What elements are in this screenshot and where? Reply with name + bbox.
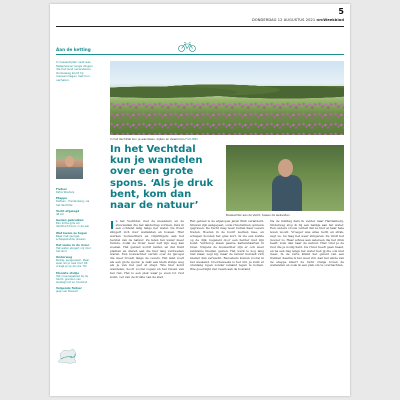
- header-rule: [56, 26, 344, 27]
- cyclist-portrait: [56, 149, 83, 179]
- fact-label: Fietser: [56, 187, 68, 192]
- portrait-face: [65, 156, 74, 167]
- header-line: [252, 18, 344, 22]
- article-headline: In het Vechtdal kun je wandelen over een grote spons. ‘Als je druk bent, kom dan naar de natuur’: [110, 144, 214, 212]
- bicycle-icon: [178, 41, 196, 52]
- page-header: [56, 8, 344, 26]
- fact-value: Dalfsen - Hardenberg, via het Vechtdal: [56, 200, 90, 207]
- fact-label: Het leuke in de rivier: [56, 242, 90, 247]
- caption-text: In het Vechtdal kun je wandelen, kijken en zwemmen: [110, 137, 185, 141]
- flower-field: [110, 101, 344, 135]
- fact-value: Het moerasgebied bij de Vecht, grenzen van weidegrond en hooiland: [56, 274, 88, 284]
- fact-label: Tocht afgelegd: [56, 208, 80, 213]
- fact-value: Rustig, aangenaam. Maar waar wil je naar toe? Dit vraagt je op de reis. Tot: [56, 259, 90, 269]
- header-date: DONDERDAG 12 AUGUSTUS 2021: [251, 18, 316, 22]
- article-column-1: [110, 220, 184, 392]
- landscape-photo: [110, 61, 344, 135]
- brand-name: nrcWeekblad: [316, 18, 344, 22]
- fact-value: Beek met ijsvogel, schaapskudde, stuwen: [56, 234, 86, 241]
- page-number: 5: [338, 7, 344, 16]
- fact-value: Jaap van Rossum: [56, 290, 79, 294]
- tree-line: [110, 79, 344, 101]
- person-head: [278, 159, 293, 177]
- sidebar-intro: In tussentijden reist een fietsplanner langs dingen die het land veranderen. Onderweg komt hij mensen tegen met hun verhalen.: [56, 60, 93, 82]
- column-text: Na de middag fiets ik verder naar Hardenberg. Onderweg stop ik bij een bankje aan het water. Een oudere vrouw vertelt dat ze hier al haar hele leven woont. Vroeger was alles recht en strak, zegt ze, nu mag het weer slingeren. Ze vindt het mooier zo. Haar advies aan iedereen die het druk heeft: kom dan naar de natuur. Hier vind je de rust die je nodig hebt. De rivier heeft geen haast, en na een dag langs het water heb jij die ook niet meer. In de verte klinkt het geluid van een trekker, daarna is het weer stil. Aan het einde van de etappe kleurt de lucht oranje boven de weilanden en zoek ik een plek om te overnachten.: [270, 220, 344, 268]
- article-column-3: [270, 220, 344, 392]
- fact-value: 48 km: [56, 212, 65, 216]
- portrait-photo: [226, 145, 344, 211]
- fact-label: Gezien gebruiken: [56, 218, 84, 223]
- sidebar: [56, 59, 104, 369]
- newspaper-page: [50, 4, 350, 396]
- photo-caption: [110, 137, 198, 141]
- section-rule: [56, 54, 344, 55]
- article-column-2: [190, 220, 264, 392]
- person-body: [272, 175, 302, 211]
- route-map: [56, 347, 78, 365]
- fact-label: Wat kwam ze tegen: [56, 230, 88, 235]
- fact-label: Onderweg: [56, 255, 73, 260]
- fact-label: Etappe: [56, 196, 68, 201]
- column-text: Het gebied is de afgelopen jaren flink veranderd. Stuwen zijn aangepast, oude rivierarmen opnieuw gegraven. De Vecht mag weer buiten haar oevers treden. Boeren in de buurt werken mee, en schapen houden het gras kort. Ik zie een kudde op de dijk, begeleid door een herder met zijn hond. Verderop staan paarse kattenstaarten in bloei. Volgens de boswachter zijn er ook weer zeldzame libellen gezien. Het werk is nog lang niet klaar, zegt hij, maar de natuur herstelt zich sneller dan verwacht. Bezoekers komen vooral in het weekend. Doordeweeks is het stil. Je kunt er urenlang lopen zonder iemand tegen te komen. Wie goed kijkt ziet reeën aan de bosrand.: [190, 220, 264, 272]
- drop-cap: I: [110, 220, 115, 232]
- second-photo-caption: Boswachter aan de Vecht, tussen de weilanden: [226, 213, 290, 217]
- fact-value: Petra Wouters: [56, 191, 75, 195]
- fact-value: Het water slingert vrij door het land: [56, 246, 91, 253]
- fact-value: Een lichte gids om Vechtlucht door in de wei: [56, 222, 89, 229]
- fact-label: Volgende fietser: [56, 286, 82, 291]
- section-label: Aan de ketting: [56, 47, 91, 52]
- fact-list: [56, 185, 94, 293]
- photo-credit: Foto NRC: [185, 137, 199, 141]
- column-text: n het Vechtdal, met de meanders en de stuwwallen die het landschap vormen, fiets ik een ochtend lang langs het water. De rivier slingert zich door weilanden en bossen. Hier werken boswachters en vrijwilligers aan het herstel van de natuur. Ze laten het water meer ruimte, zodat de rivier weer zelf zijn weg kan zoeken. Het gebied wordt natter, en dat trekt planten en dieren aan die hier lang verdwenen waren. Een boswachter vertelt over de ijsvogel die weer broedt langs de oevers. Het land voelt als een grote spons: je zakt een klein stukje weg als je van het pad af stapt. Wie hier komt wandelen, hoort vooral vogels en het ruisen van het riet. Het is een plek waar je even tot rust komt, ver van de drukte van de stad.: [110, 220, 184, 279]
- fact-label: Mooiste stukje: [56, 270, 80, 275]
